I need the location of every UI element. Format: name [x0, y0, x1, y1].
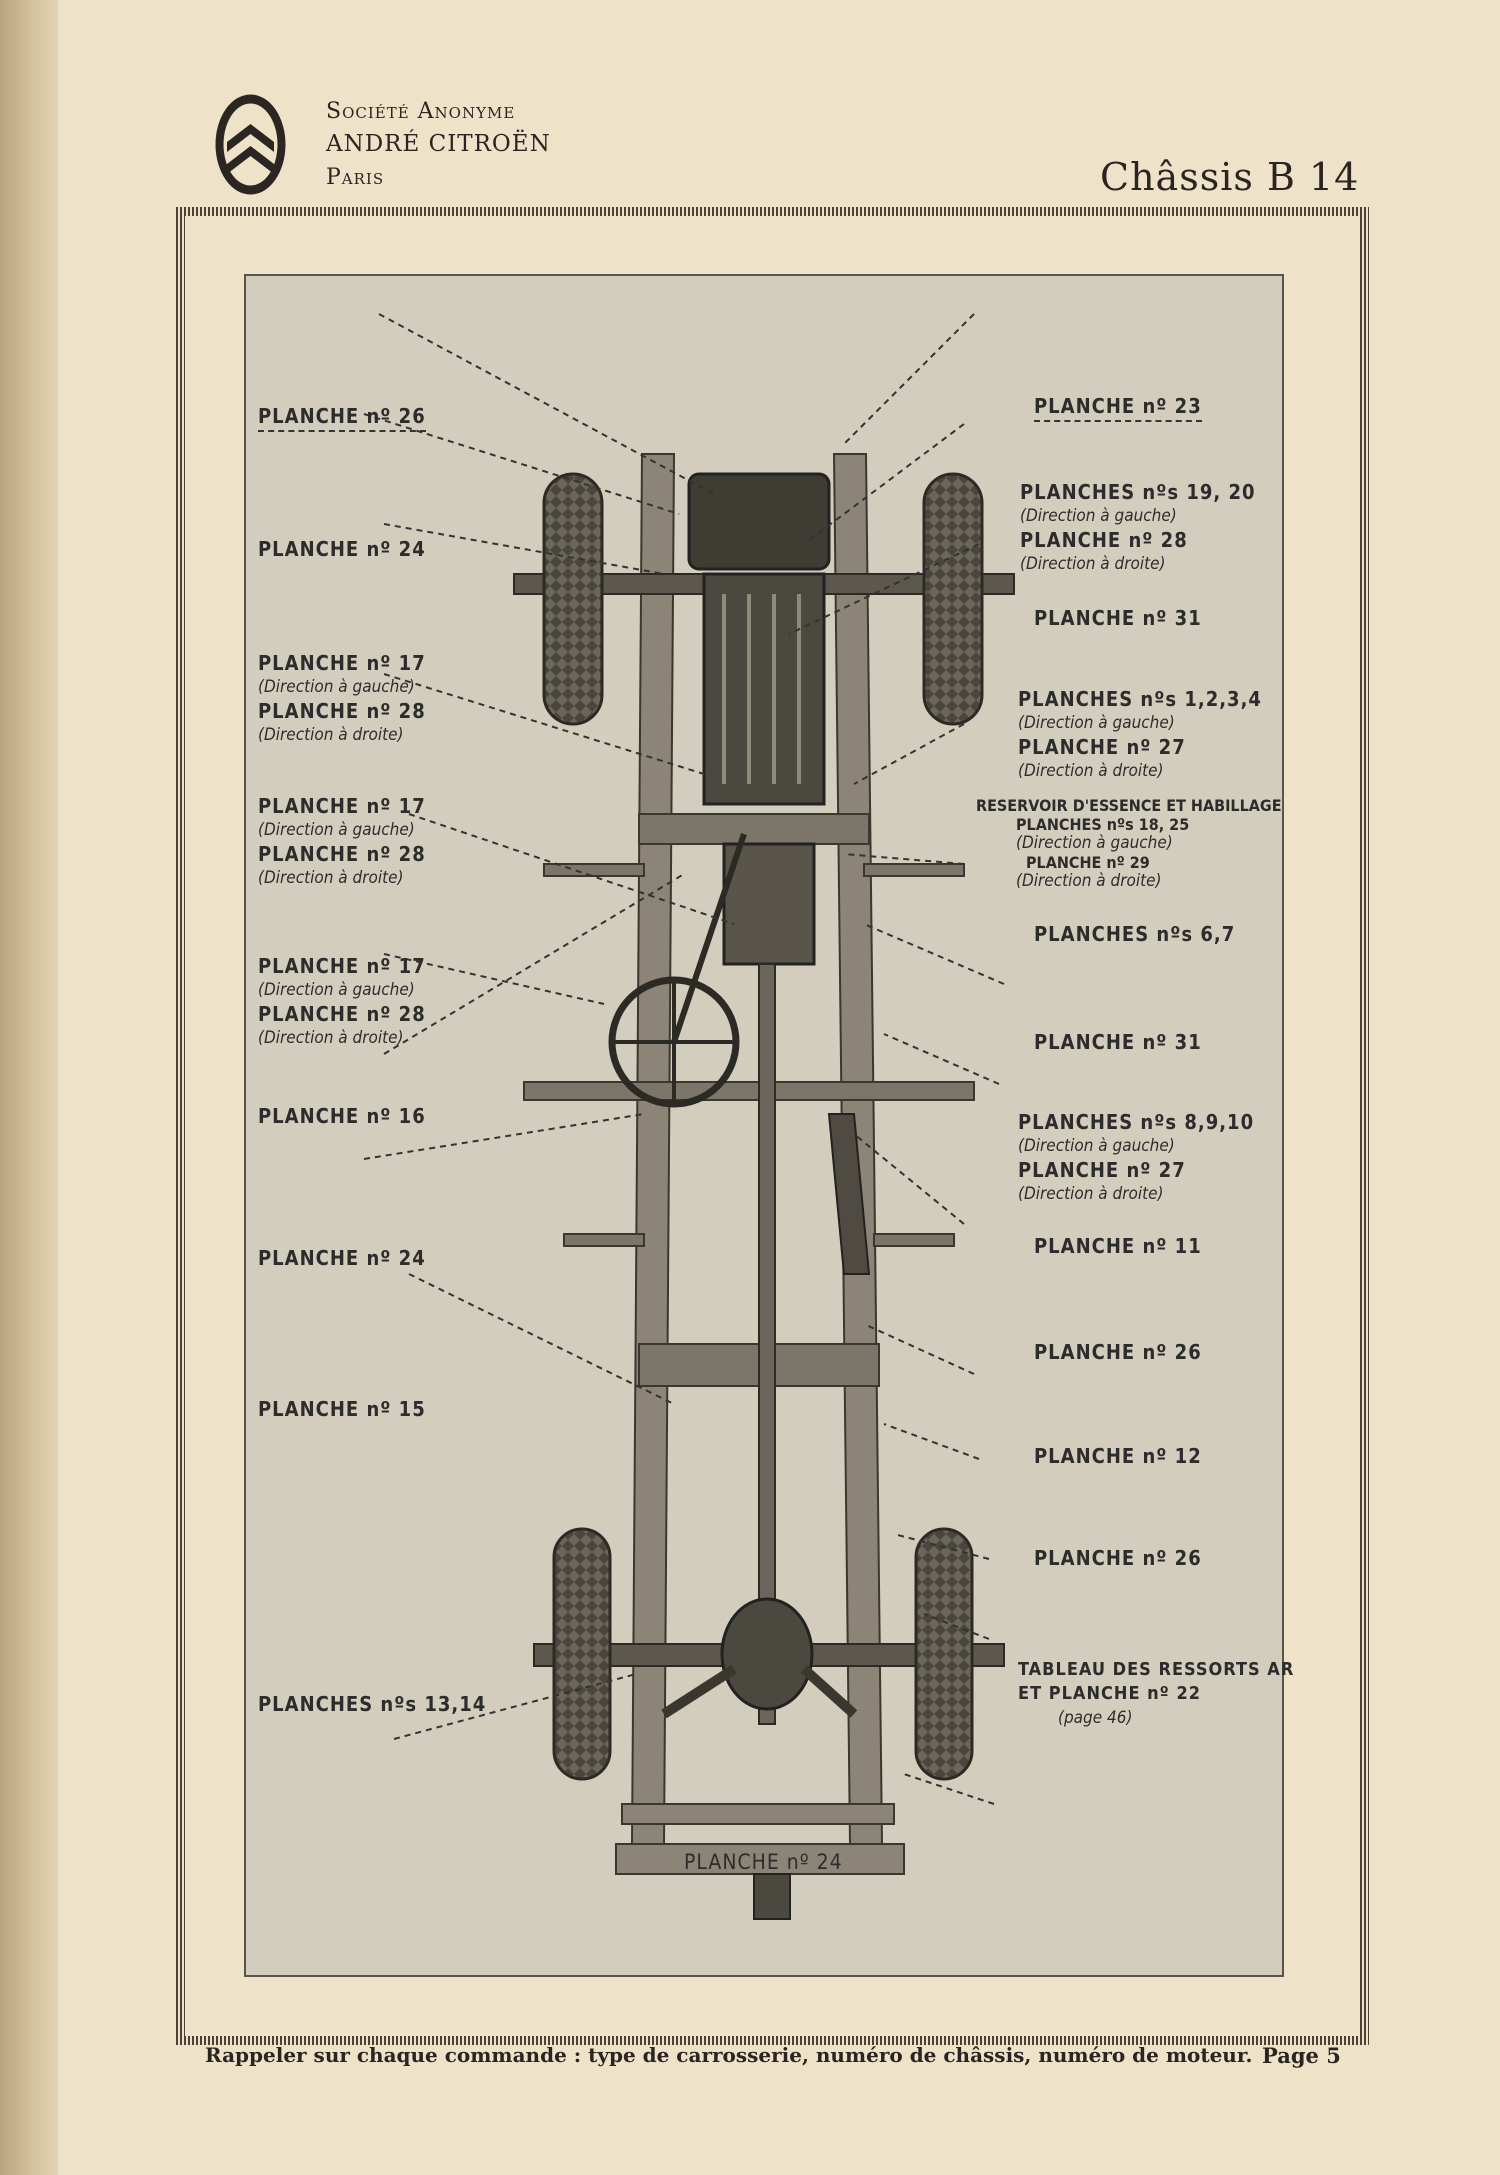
rear-right-tire — [916, 1529, 972, 1779]
label-planche-17-28-a: PLANCHE nº 17 (Direction à gauche) PLANCHE nº 28 (Direction à droite) — [258, 651, 426, 745]
label-planche-24-mid: PLANCHE nº 24 — [258, 1246, 426, 1270]
model-title: Châssis B 14 — [1100, 155, 1360, 199]
label-planches-13-14: PLANCHES nºs 13,14 — [258, 1692, 487, 1716]
label-planche-31-mid: PLANCHE nº 31 — [1034, 1030, 1202, 1054]
book-binding — [0, 0, 58, 2175]
differential — [722, 1599, 812, 1709]
label-planche-16: PLANCHE nº 16 — [258, 1104, 426, 1128]
label-planche-26-mid: PLANCHE nº 26 — [1034, 1340, 1202, 1364]
company-name — [326, 95, 551, 194]
rear-left-tire — [554, 1529, 610, 1779]
leader-lines — [364, 314, 1004, 1804]
label-planche-31-top: PLANCHE nº 31 — [1034, 606, 1202, 630]
company-line-3: Paris — [326, 165, 385, 190]
radiator — [689, 474, 829, 569]
label-tableau-ressorts: TABLEAU DES RESSORTS AR ET PLANCHE nº 22 (page 46) — [1018, 1659, 1295, 1728]
label-planches-19-20: PLANCHES nºs 19, 20 (Direction à gauche) PLANCHE nº 28 (Direction à droite) — [1020, 480, 1256, 574]
label-planche-26-top: PLANCHE nº 26 — [258, 404, 426, 428]
label-planche-24-top: PLANCHE nº 24 — [258, 537, 426, 561]
label-planche-17-28-b: PLANCHE nº 17 (Direction à gauche) PLANCHE nº 28 (Direction à droite) — [258, 794, 426, 888]
label-planches-8-10: PLANCHES nºs 8,9,10 (Direction à gauche) PLANCHE nº 27 (Direction à droite) — [1018, 1110, 1255, 1204]
label-planche-15: PLANCHE nº 15 — [258, 1397, 426, 1421]
label-planche-26-bottom: PLANCHE nº 26 — [1034, 1546, 1202, 1570]
tow-bracket — [754, 1874, 790, 1919]
label-planche-11: PLANCHE nº 11 — [1034, 1234, 1202, 1258]
citroen-double-chevron-icon — [213, 92, 288, 197]
label-planches-6-7: PLANCHES nºs 6,7 — [1034, 922, 1236, 946]
front-right-tire — [924, 474, 982, 724]
company-line-1: Société Anonyme — [326, 99, 516, 124]
label-planche-24-bottom: PLANCHE nº 24 — [684, 1850, 843, 1874]
label-planche-12: PLANCHE nº 12 — [1034, 1444, 1202, 1468]
company-line-2: ANDRÉ CITROËN — [326, 131, 551, 157]
label-planche-17-28-c: PLANCHE nº 17 (Direction à gauche) PLANCHE nº 28 (Direction à droite) — [258, 954, 426, 1048]
chassis-plate — [244, 274, 1295, 1977]
label-reservoir: RESERVOIR D'ESSENCE ET HABILLAGE PLANCHES nºs 18, 25 (Direction à gauche) PLANCHE nº 29 (Direction à droite) — [976, 796, 1282, 891]
label-planches-1-4: PLANCHES nºs 1,2,3,4 (Direction à gauche) PLANCHE nº 27 (Direction à droite) — [1018, 687, 1262, 781]
label-planche-23: PLANCHE nº 23 — [1034, 394, 1202, 418]
page-number: Page 5 — [1262, 2043, 1341, 2068]
order-note: Rappeler sur chaque commande : type de carrosserie, numéro de châssis, numéro de moteur. — [205, 2043, 1253, 2067]
front-left-tire — [544, 474, 602, 724]
